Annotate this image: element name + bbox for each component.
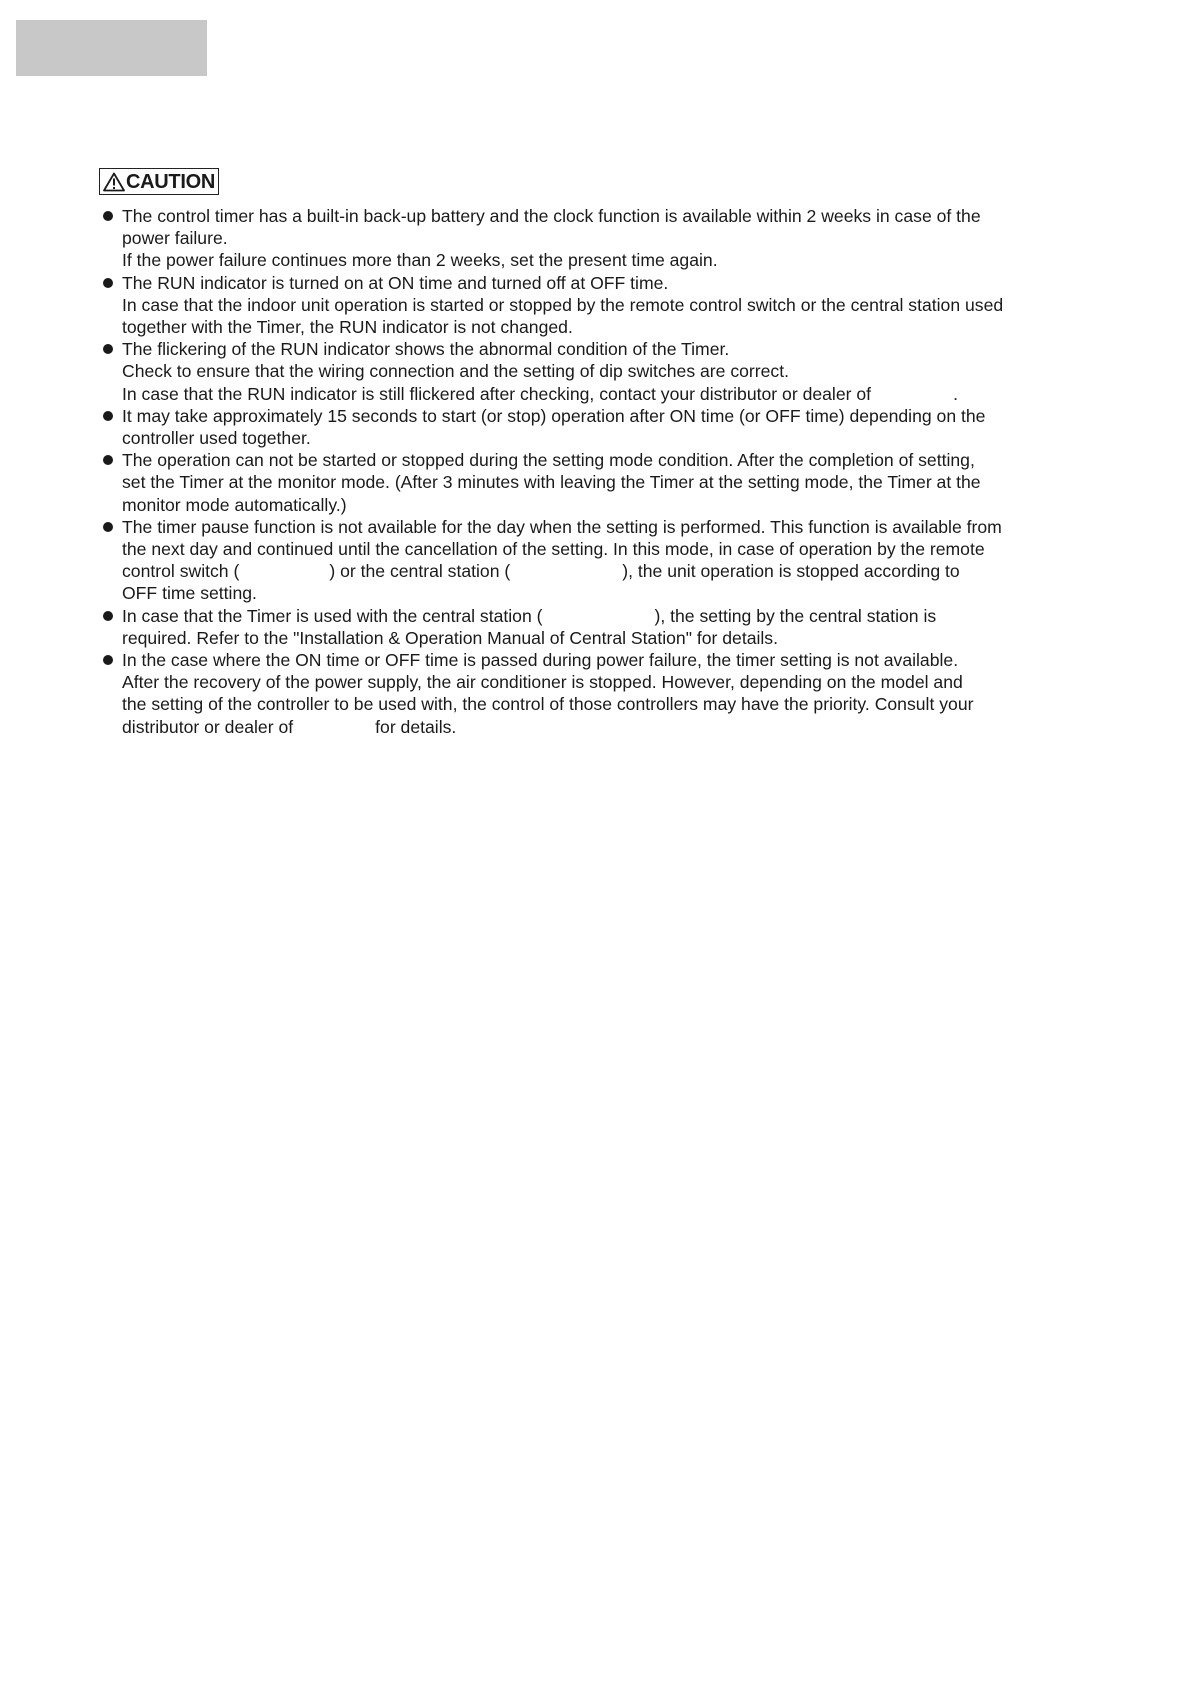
text-fragment: In case that the RUN indicator is still flickered after checking, contact your distributor or dealer of bbox=[122, 383, 872, 404]
text-line: The flickering of the RUN indicator shows the abnormal condition of the Timer. bbox=[122, 339, 730, 360]
warning-triangle-icon bbox=[103, 172, 125, 192]
list-item bbox=[101, 272, 1101, 339]
text-line: the setting of the controller to be used with, the control of those controllers may have the priority. Consult your bbox=[122, 694, 974, 715]
text-line: together with the Timer, the RUN indicator is not changed. bbox=[122, 317, 573, 338]
text-line-with-gap bbox=[122, 560, 1101, 582]
header-gray-block bbox=[16, 20, 207, 76]
list-item bbox=[101, 605, 1101, 649]
bullet-dot bbox=[103, 655, 113, 665]
bullet-dot bbox=[103, 278, 113, 288]
list-item bbox=[101, 338, 1101, 405]
text-fragment: In case that the Timer is used with the central station ( bbox=[122, 605, 543, 626]
text-fragment: ), the unit operation is stopped according to bbox=[622, 561, 960, 582]
list-item bbox=[101, 205, 1101, 272]
text-line: power failure. bbox=[122, 228, 228, 249]
text-fragment: distributor or dealer of bbox=[122, 716, 294, 737]
list-item bbox=[101, 649, 1101, 738]
text-line: The timer pause function is not available for the day when the setting is performed. This function is available from bbox=[122, 516, 1002, 537]
text-line: the next day and continued until the cancellation of the setting. In this mode, in case of operation by the remote bbox=[122, 539, 985, 560]
text-line: It may take approximately 15 seconds to start (or stop) operation after ON time (or OFF time) depending on the bbox=[122, 405, 986, 426]
bullet-dot bbox=[103, 411, 113, 421]
text-line: The RUN indicator is turned on at ON time and turned off at OFF time. bbox=[122, 272, 669, 293]
bullet-dot bbox=[103, 211, 113, 221]
bullet-dot bbox=[103, 455, 113, 465]
text-line: In the case where the ON time or OFF time is passed during power failure, the timer setting is not available. bbox=[122, 650, 959, 671]
text-line: Check to ensure that the wiring connection and the setting of dip switches are correct. bbox=[122, 361, 789, 382]
text-line: The operation can not be started or stopped during the setting mode condition. After the completion of setting, bbox=[122, 450, 975, 471]
caution-label-box bbox=[99, 168, 219, 195]
text-line: OFF time setting. bbox=[122, 583, 257, 604]
text-fragment: control switch ( bbox=[122, 561, 240, 582]
text-line: In case that the indoor unit operation is started or stopped by the remote control switch or the central station used bbox=[122, 294, 1004, 315]
text-line: monitor mode automatically.) bbox=[122, 494, 347, 515]
bullet-dot bbox=[103, 611, 113, 621]
text-fragment: for details. bbox=[375, 716, 457, 737]
bullet-dot bbox=[103, 522, 113, 532]
text-line-with-gap bbox=[122, 383, 1101, 405]
text-line: controller used together. bbox=[122, 428, 311, 449]
caution-list bbox=[101, 205, 1101, 738]
list-item bbox=[101, 449, 1101, 516]
text-fragment: ), the setting by the central station is bbox=[654, 605, 937, 626]
text-line: required. Refer to the "Installation & Operation Manual of Central Station" for details. bbox=[122, 627, 778, 648]
text-fragment: ) or the central station ( bbox=[329, 561, 511, 582]
bullet-dot bbox=[103, 344, 113, 354]
text-line: The control timer has a built-in back-up battery and the clock function is available within 2 weeks in case of the bbox=[122, 206, 981, 226]
text-line: set the Timer at the monitor mode. (After 3 minutes with leaving the Timer at the setting mode, the Timer at the bbox=[122, 472, 981, 493]
text-line-with-gap bbox=[122, 716, 1101, 738]
list-item bbox=[101, 405, 1101, 449]
text-fragment: . bbox=[953, 383, 958, 404]
list-item bbox=[101, 516, 1101, 605]
text-line: If the power failure continues more than 2 weeks, set the present time again. bbox=[122, 250, 718, 271]
caution-label: CAUTION bbox=[126, 170, 216, 193]
text-line: After the recovery of the power supply, the air conditioner is stopped. However, depending on the model and bbox=[122, 672, 963, 693]
text-line-with-gap bbox=[122, 605, 1101, 627]
